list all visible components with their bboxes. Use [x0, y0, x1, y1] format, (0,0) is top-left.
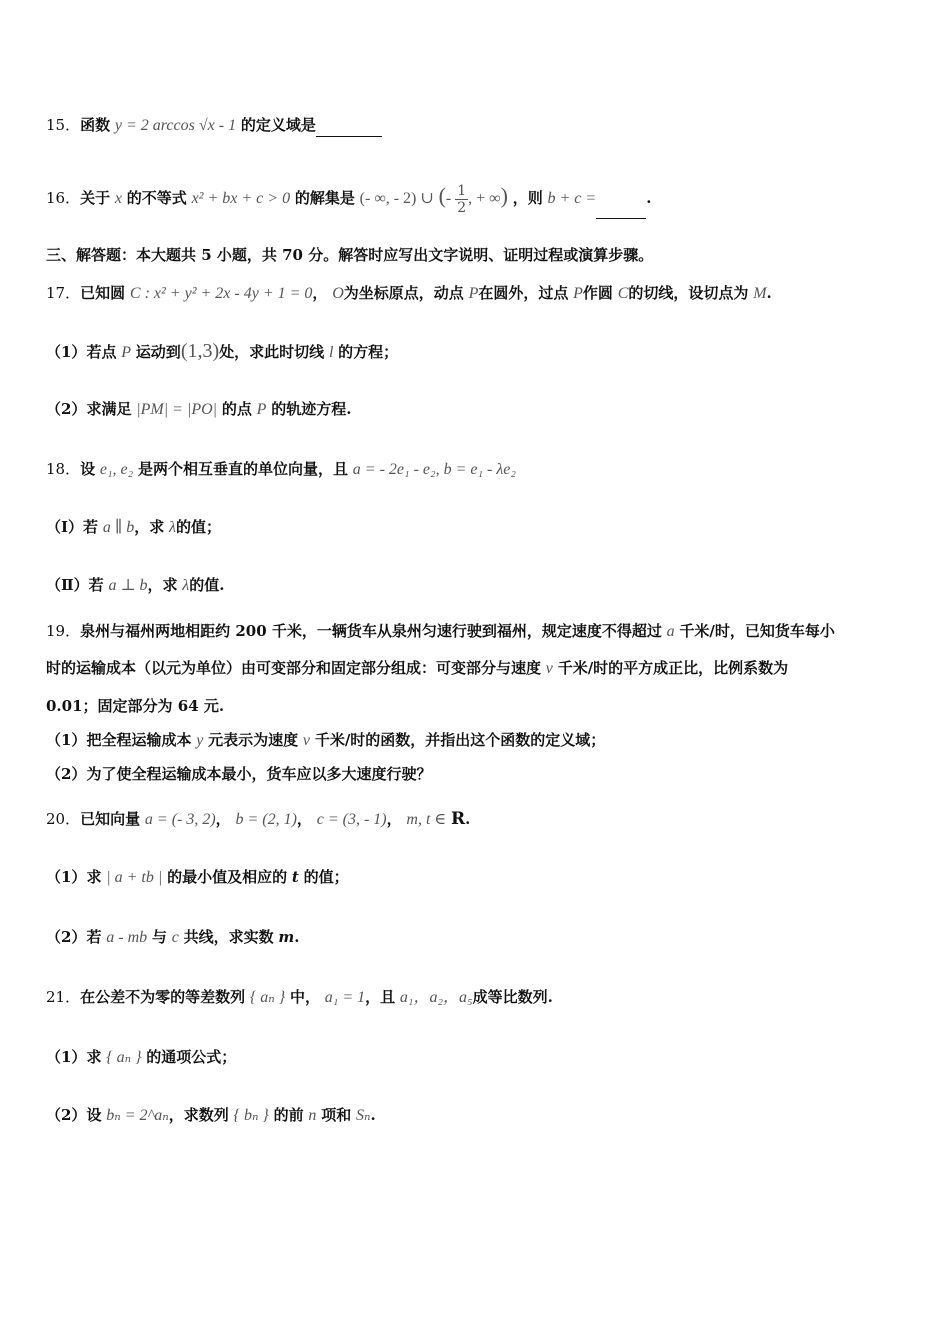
question-21	[46, 986, 553, 1009]
sub-question-label: （1）	[46, 868, 87, 886]
formula: C	[617, 285, 629, 302]
text: 的定义域是	[240, 116, 316, 134]
question-number: 18．	[46, 460, 81, 478]
sub-question-label: （1）	[46, 343, 87, 361]
formula: a ∥ b	[102, 519, 135, 536]
formula: P	[468, 285, 479, 302]
sub-question-label: （2）	[46, 765, 87, 783]
formula: (1,3)	[180, 340, 220, 362]
sub-question-label: （1）	[46, 731, 87, 749]
question-number: 16．	[46, 189, 81, 207]
question-21-part-2	[46, 1104, 376, 1127]
question-number: 15．	[46, 116, 81, 134]
text: 中，	[289, 988, 320, 1006]
question-18-part-1	[46, 516, 221, 539]
text: 求	[86, 1048, 102, 1066]
formula: l	[328, 344, 334, 361]
question-17-part-1	[46, 340, 398, 364]
text: 若	[83, 518, 99, 536]
text: .	[370, 1106, 376, 1124]
formula: c = (3, - 1)	[316, 811, 387, 828]
text: 为了使全程运输成本最小，货车应以多大速度行驶？	[86, 765, 432, 783]
formula: P	[573, 285, 583, 302]
text: 千米/时，已知货车每小	[679, 622, 835, 640]
text: 若点	[86, 343, 117, 361]
question-19-part-2	[46, 763, 431, 785]
formula: y = 2 arccos √x - 1	[114, 117, 237, 134]
formula: , + ∞	[468, 190, 501, 207]
text: 若	[86, 928, 102, 946]
question-16	[46, 176, 651, 219]
text: ，求	[134, 518, 165, 536]
formula: t	[291, 868, 299, 886]
section-heading: 三、解答题：本大题共 5 小题，共 70 分。解答时应写出文字说明、证明过程或演算步骤。	[46, 246, 654, 264]
question-18-part-2	[46, 574, 224, 597]
text: 与	[151, 928, 167, 946]
formula: b = (2, 1)	[235, 811, 297, 828]
text: 关于	[80, 189, 111, 207]
formula: a - mb	[106, 929, 148, 946]
question-19-line-1	[46, 620, 835, 643]
formula: x² + bx + c > 0	[191, 190, 291, 207]
text: 元表示为速度	[208, 731, 299, 749]
question-21-part-1	[46, 1046, 236, 1069]
text: 运动到	[135, 343, 181, 361]
sub-question-label: （Ⅰ）	[46, 518, 84, 536]
formula: Sₙ	[355, 1107, 371, 1124]
text: 的前	[273, 1106, 304, 1124]
text: 的最小值及相应的	[167, 868, 288, 886]
text: ，则	[512, 189, 543, 207]
formula: a₁ = 1	[324, 989, 366, 1006]
formula: v	[545, 660, 553, 677]
text: 千米/时的平方成正比，比例系数为	[557, 659, 789, 677]
formula: y	[196, 732, 204, 749]
text: 在公差不为零的等差数列	[80, 988, 246, 1006]
text: 的值.	[189, 576, 225, 594]
fraction-denominator: 2	[457, 199, 467, 216]
text: 把全程运输成本	[86, 731, 192, 749]
formula: { bₙ }	[233, 1107, 269, 1124]
text: 的值；	[175, 518, 221, 536]
formula: P	[256, 401, 267, 418]
formula: P	[121, 344, 132, 361]
sub-question-label: （2）	[46, 928, 87, 946]
formula: a = - 2e₁ - e₂, b = e₁ - λe₂	[352, 461, 516, 478]
formula: { aₙ }	[106, 1049, 142, 1066]
sub-question-label: （2）	[46, 1106, 87, 1124]
answer-blank[interactable]	[596, 178, 646, 219]
question-19-line-3: 0.01；固定部分为 64 元.	[46, 697, 225, 715]
text: .	[646, 189, 652, 207]
text: 函数	[80, 116, 111, 134]
text: ，	[215, 810, 231, 828]
text: 作圆	[582, 284, 613, 302]
paren-open: (	[438, 183, 446, 208]
formula: n	[308, 1107, 317, 1124]
text: 是两个相互垂直的单位向量，且	[138, 460, 349, 478]
text: 已知圆	[80, 284, 126, 302]
text: 设	[80, 460, 96, 478]
text: 处，求此时切线	[219, 343, 325, 361]
question-20	[46, 808, 470, 831]
formula: C : x² + y² + 2x - 4y + 1 = 0	[129, 285, 313, 302]
text: 泉州与福州两地相距约 200 千米，一辆货车从泉州匀速行驶到福州，规定速度不得超过	[80, 622, 662, 640]
formula: a	[666, 623, 675, 640]
formula: bₙ = 2^aₙ	[106, 1107, 169, 1124]
formula: a₁，a₂，a₅	[399, 989, 473, 1006]
text: .	[294, 928, 300, 946]
paren-close: )	[500, 183, 508, 208]
text: 为坐标原点，动点	[343, 284, 464, 302]
text: ，	[386, 810, 402, 828]
text: 的点	[221, 400, 252, 418]
text: 求满足	[86, 400, 132, 418]
fraction-numerator: 1	[457, 182, 467, 199]
formula: (- ∞, - 2) ∪	[359, 190, 434, 207]
text: 的不等式	[126, 189, 187, 207]
formula: |PM| = |PO|	[136, 401, 218, 418]
text: 求	[86, 868, 102, 886]
question-15	[46, 114, 382, 137]
text: .	[766, 284, 772, 302]
answer-blank[interactable]	[316, 114, 382, 137]
formula: v	[302, 732, 311, 749]
text: 的通项公式；	[146, 1048, 237, 1066]
sub-question-label: （Ⅱ）	[46, 576, 89, 594]
text: .	[465, 810, 471, 828]
text: ，	[312, 284, 328, 302]
sub-question-label: （2）	[46, 400, 87, 418]
question-number: 19．	[46, 622, 81, 640]
text: ，求	[147, 576, 178, 594]
text: 的解集是	[294, 189, 355, 207]
text: 若	[88, 576, 104, 594]
question-20-part-1	[46, 866, 349, 889]
text: 的切线，设切点为	[628, 284, 749, 302]
question-20-part-2	[46, 926, 300, 949]
formula: x	[114, 190, 122, 207]
text: 设	[86, 1106, 102, 1124]
question-number: 17．	[46, 284, 81, 302]
text: 的轨迹方程.	[271, 400, 352, 418]
formula: m, t ∈	[406, 811, 447, 828]
text: 在圆外，过点	[478, 284, 569, 302]
text: 的方程；	[338, 343, 399, 361]
fraction	[455, 183, 468, 216]
formula: M	[753, 285, 767, 302]
formula: c	[171, 929, 179, 946]
text: 成等比数列.	[472, 988, 553, 1006]
formula: m	[278, 928, 295, 946]
text: 千米/时的函数，并指出这个函数的定义域；	[314, 731, 606, 749]
formula: e₁, e₂	[99, 461, 134, 478]
text: ，	[296, 810, 312, 828]
question-17	[46, 282, 772, 305]
formula: a ⊥ b	[108, 577, 148, 594]
formula: -	[445, 190, 456, 207]
question-18	[46, 458, 516, 481]
text: 共线，求实数	[183, 928, 274, 946]
formula: λ	[169, 519, 176, 536]
text: 项和	[321, 1106, 352, 1124]
text: ，求数列	[168, 1106, 229, 1124]
formula: O	[332, 285, 344, 302]
text: 的值；	[303, 868, 349, 886]
formula: R	[451, 809, 466, 829]
text: 时的运输成本（以元为单位）由可变部分和固定部分组成：可变部分与速度	[46, 659, 542, 677]
text: ，且	[365, 988, 396, 1006]
question-19-line-2	[46, 657, 788, 680]
formula: { aₙ }	[249, 989, 286, 1006]
formula: b + c =	[547, 190, 597, 207]
question-19-part-1	[46, 729, 605, 752]
sub-question-label: （1）	[46, 1048, 87, 1066]
question-number: 20．	[46, 810, 81, 828]
question-number: 21．	[46, 988, 81, 1006]
formula: λ	[182, 577, 190, 594]
text: 已知向量	[80, 810, 141, 828]
question-17-part-2	[46, 398, 351, 421]
formula: | a + tb |	[106, 869, 163, 886]
formula: a = (- 3, 2)	[144, 811, 216, 828]
